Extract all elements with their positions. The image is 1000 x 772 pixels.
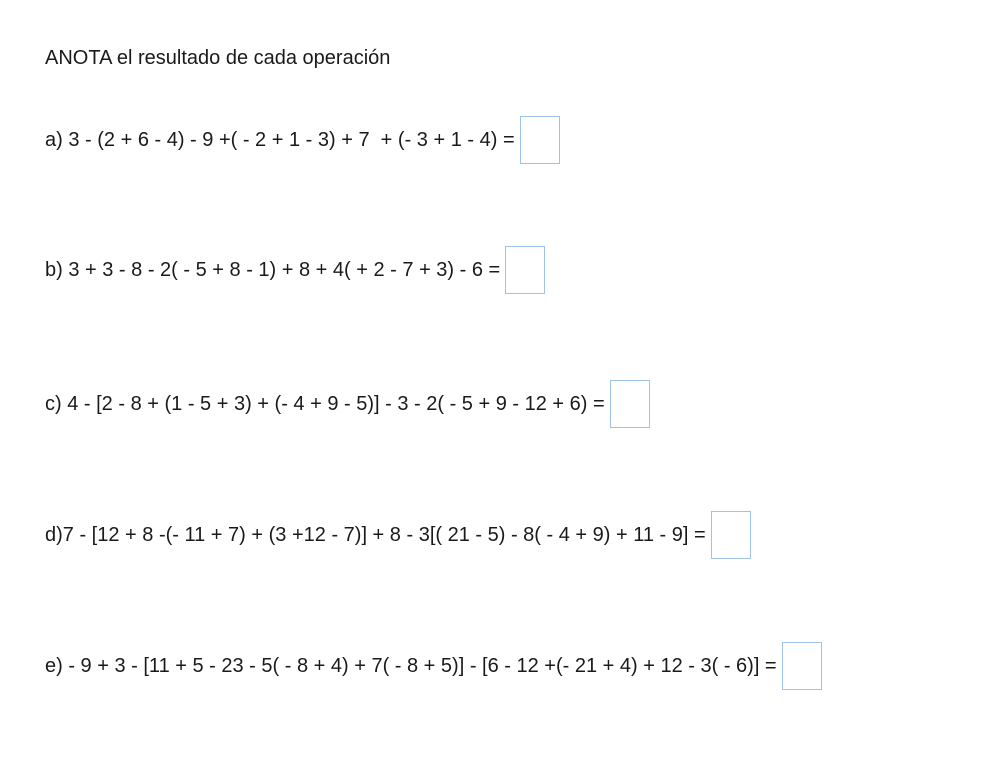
exercise-b xyxy=(45,244,545,296)
exercise-c-expression: c) 4 - [2 - 8 + (1 - 5 + 3) + (- 4 + 9 - 5)] - 3 - 2( - 5 + 9 - 12 + 6) = xyxy=(45,393,605,415)
exercise-d xyxy=(45,509,751,561)
exercise-b-expression: b) 3 + 3 - 8 - 2( - 5 + 8 - 1) + 8 + 4( + 2 - 7 + 3) - 6 = xyxy=(45,259,501,281)
exercise-e xyxy=(45,640,822,692)
exercise-e-answer-input[interactable] xyxy=(782,642,822,690)
exercise-c xyxy=(45,378,650,430)
exercise-d-answer-input[interactable] xyxy=(711,511,751,559)
exercise-e-expression: e) - 9 + 3 - [11 + 5 - 23 - 5( - 8 + 4) + 7( - 8 + 5)] - [6 - 12 +(- 21 + 4) + 12 - 3( - 6)] = xyxy=(45,655,777,677)
exercise-d-expression: d)7 - [12 + 8 -(- 11 + 7) + (3 +12 - 7)] + 8 - 3[( 21 - 5) - 8( - 4 + 9) + 11 - 9] = xyxy=(45,524,706,546)
exercise-a-answer-input[interactable] xyxy=(520,116,560,164)
exercise-a-expression: a) 3 - (2 + 6 - 4) - 9 +( - 2 + 1 - 3) + 7 + (- 3 + 1 - 4) = xyxy=(45,129,515,151)
instruction-title: ANOTA el resultado de cada operación xyxy=(45,47,391,69)
exercise-c-answer-input[interactable] xyxy=(610,380,650,428)
exercise-a xyxy=(45,114,560,166)
exercise-b-answer-input[interactable] xyxy=(505,246,545,294)
